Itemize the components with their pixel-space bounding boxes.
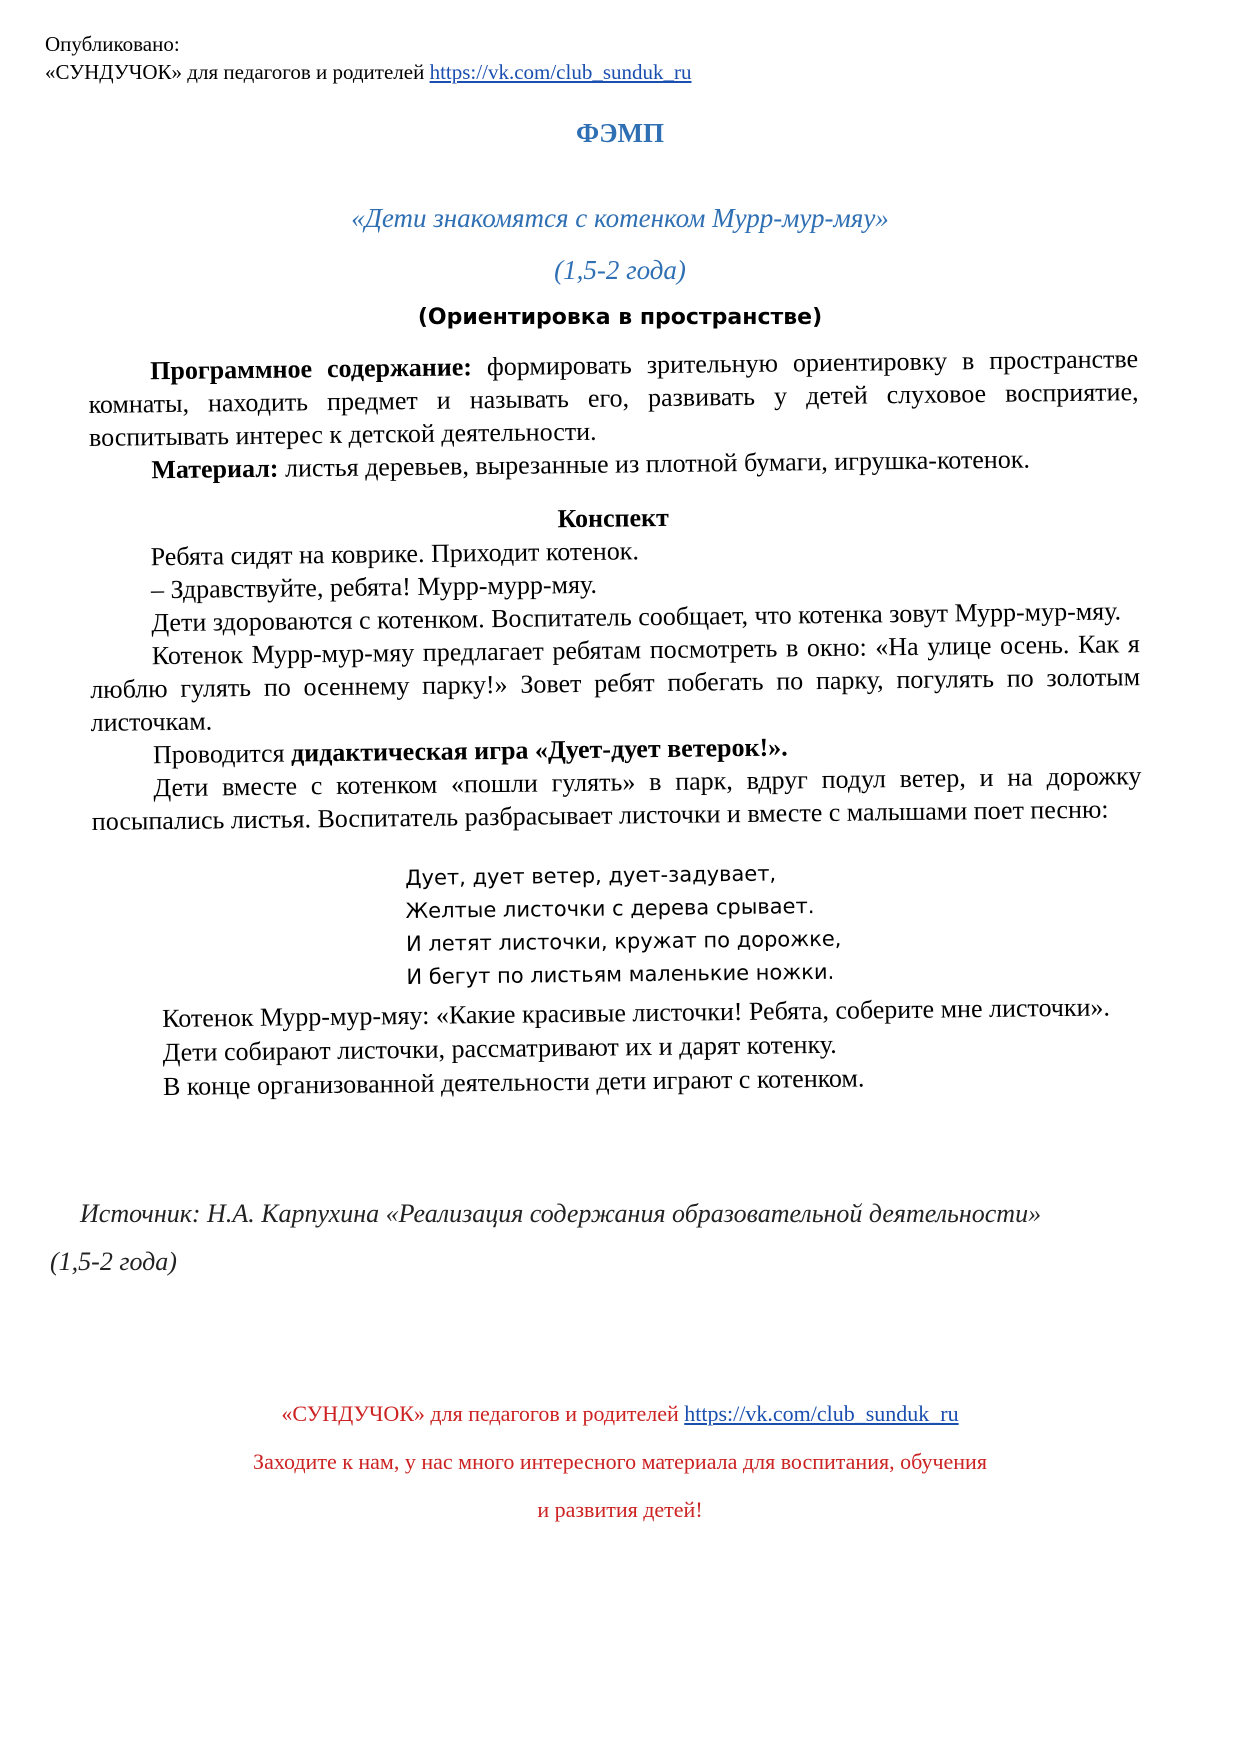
ending-paragraph: В конце организованной деятельности дети играют с котенком. bbox=[162, 1063, 865, 1101]
topic-heading: (Ориентировка в пространстве) bbox=[417, 305, 823, 330]
club-line bbox=[45, 58, 692, 86]
material-text: листья деревьев, вырезанные из плотной бумаги, игрушка-котенок. bbox=[278, 444, 1031, 483]
ending-paragraph: Дети собирают листочки, рассматривают их и дарят котенку. bbox=[162, 1029, 837, 1067]
source-citation bbox=[50, 1190, 1210, 1286]
footer-invite-end: и развития детей! bbox=[537, 1497, 703, 1522]
intro-block bbox=[88, 342, 1140, 487]
footer-invite: Заходите к нам, у нас много интересного материала для воспитания, обучения bbox=[253, 1449, 987, 1474]
poem-line: И бегут по листьям маленькие ножки. bbox=[406, 959, 835, 989]
konspekt-paragraph: Ребята сидят на коврике. Приходит котенок. bbox=[150, 536, 640, 572]
source-line: Источник: Н.А. Карпухина «Реализация содержания образовательной деятельности» bbox=[80, 1199, 1042, 1228]
footer-club-name: «СУНДУЧОК» для педагогов и родителей bbox=[281, 1401, 679, 1426]
poem-line: Желтые листочки с дерева срывает. bbox=[405, 894, 815, 923]
footer-club-link[interactable]: https://vk.com/club_sunduk_ru bbox=[684, 1401, 959, 1426]
konspekt-paragraph: Дети здороваются с котенком. Воспитатель сообщает, что котенка зовут Мурр-мур-мяу. bbox=[151, 596, 1122, 638]
konspekt-paragraph: Дети вместе с котенком «пошли гулять» в парк, вдруг подул ветер, и на дорожку посыпались листья. Воспитатель разбрасывает листочки и вместе с малышами поет песню: bbox=[91, 761, 1142, 836]
page-title: ФЭМП bbox=[576, 118, 664, 148]
poem-line: И летят листочки, кружат по дорожке, bbox=[405, 926, 842, 956]
ending-paragraph: Котенок Мурр-мур-мяу: «Какие красивые листочки! Ребята, соберите мне листочки». bbox=[162, 992, 1111, 1033]
published-header bbox=[45, 30, 692, 86]
material-label: Материал: bbox=[151, 453, 279, 485]
konspekt-paragraph: Котенок Мурр-мур-мяу предлагает ребятам посмотреть в окно: «На улице осень. Как я люблю гулять по осеннему парку!» Зовет ребят побегать по парку, погулять по золотым листочкам. bbox=[90, 629, 1141, 737]
age-label: (1,5-2 года) bbox=[554, 255, 686, 285]
song-poem bbox=[405, 857, 842, 994]
published-label: Опубликовано: bbox=[45, 32, 180, 56]
poem-line: Дует, дует ветер, дует-задувает, bbox=[405, 861, 777, 890]
footer bbox=[0, 1390, 1240, 1534]
konspekt-block bbox=[88, 495, 1142, 838]
club-link[interactable]: https://vk.com/club_sunduk_ru bbox=[429, 60, 692, 84]
source-age: (1,5-2 года) bbox=[50, 1247, 177, 1276]
footer-club-line bbox=[0, 1390, 1240, 1438]
club-name: «СУНДУЧОК» для педагогов и родителей bbox=[45, 60, 425, 84]
ending-block bbox=[162, 990, 1153, 1104]
program-paragraph bbox=[88, 342, 1139, 454]
game-name: дидактическая игра «Дует-дует ветерок!». bbox=[290, 732, 788, 768]
program-text: формировать зрительную ориентировку в пространстве комнаты, находить предмет и называть его, развивать у детей слуховое восприятие, воспитывать интерес к детской деятельности. bbox=[88, 344, 1139, 452]
lesson-subtitle: «Дети знакомятся с котенком Мурр-мур-мяу» bbox=[351, 203, 889, 233]
program-label: Программное содержание: bbox=[150, 352, 473, 386]
konspekt-heading: Конспект bbox=[557, 502, 670, 534]
konspekt-paragraph: – Здравствуйте, ребята! Мурр-мурр-мяу. bbox=[150, 569, 598, 605]
game-intro: Проводится bbox=[152, 738, 292, 770]
